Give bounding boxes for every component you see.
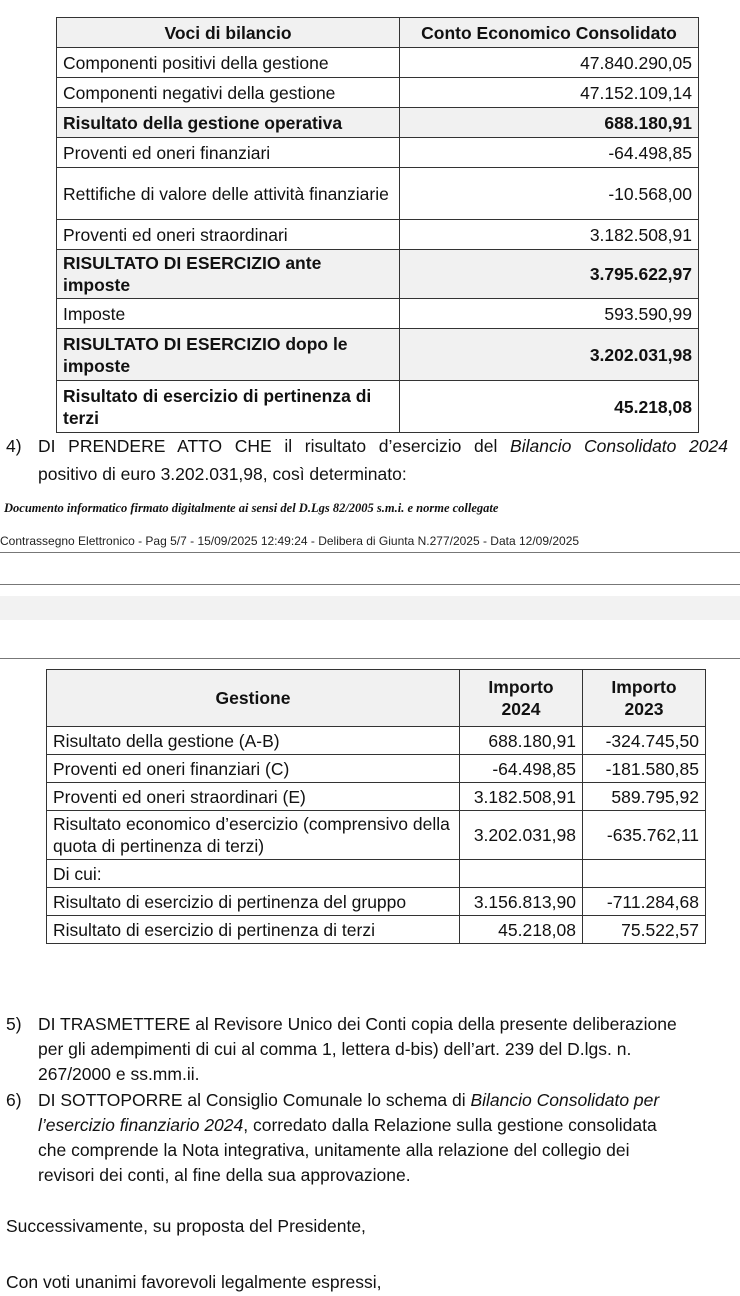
table-row: [47, 783, 706, 811]
digital-signature-note: Documento informatico firmato digitalmente ai sensi del D.Lgs 82/2005 s.m.i. e norme collegate: [4, 501, 499, 515]
header-importo-2024: Importo 2024: [460, 670, 583, 727]
page-divider: [0, 584, 740, 585]
row-label: Risultato di esercizio di pertinenza del gruppo: [47, 888, 460, 916]
row-label: Proventi ed oneri finanziari: [57, 138, 400, 168]
table-row: [57, 299, 699, 329]
row-label: Risultato della gestione (A-B): [47, 727, 460, 755]
item-4-italic: Bilancio Consolidato 2024: [510, 436, 728, 456]
row-label: Proventi ed oneri straordinari: [57, 220, 400, 250]
item-5-line: DI TRASMETTERE al Revisore Unico dei Conti copia della presente deliberazione: [38, 1014, 677, 1034]
table-row: [47, 811, 706, 860]
row-label: Di cui:: [47, 860, 460, 888]
item-6-italic-2: l’esercizio finanziario 2024: [38, 1115, 244, 1135]
closing-line-2: Con voti unanimi favorevoli legalmente espressi,: [6, 1272, 382, 1292]
header-gestione: Gestione: [47, 670, 460, 727]
row-label: Imposte: [57, 299, 400, 329]
item-5-line: 267/2000 e ss.mm.ii.: [38, 1064, 200, 1084]
row-value: -64.498,85: [400, 138, 699, 168]
row-value-2024: -64.498,85: [460, 755, 583, 783]
row-value-2023: 75.522,57: [583, 916, 706, 944]
item-5-number: 5): [6, 1014, 22, 1034]
table-header-row: [47, 670, 706, 727]
item-6-line: [38, 1113, 659, 1138]
page-gap: [0, 596, 740, 620]
item-6-text-a: DI SOTTOPORRE al Consiglio Comunale lo schema di: [38, 1090, 471, 1110]
row-label: Componenti positivi della gestione: [57, 48, 400, 78]
item-5-line: per gli adempimenti di cui al comma 1, lettera d-bis) dell’art. 239 del D.lgs. n.: [38, 1039, 632, 1059]
item-6-line: [38, 1088, 659, 1113]
table-row: [57, 48, 699, 78]
row-value: 3.202.031,98: [400, 329, 699, 381]
page-divider: [0, 658, 740, 659]
row-value-2023: 589.795,92: [583, 783, 706, 811]
row-value: 593.590,99: [400, 299, 699, 329]
gestione-table: [46, 669, 706, 944]
item-4-text-b: positivo di euro 3.202.031,98, così determinato:: [38, 464, 407, 484]
row-value-2024: [460, 860, 583, 888]
row-label: Risultato di esercizio di pertinenza di terzi: [57, 381, 400, 433]
item-5-text: [38, 1012, 677, 1087]
table-row: [57, 250, 699, 299]
header-conto: Conto Economico Consolidato: [400, 18, 699, 48]
row-value-2023: [583, 860, 706, 888]
table-body: [47, 727, 706, 944]
row-label: Proventi ed oneri straordinari (E): [47, 783, 460, 811]
header-voci: Voci di bilancio: [57, 18, 400, 48]
row-value: -10.568,00: [400, 168, 699, 220]
row-label: Risultato della gestione operativa: [57, 108, 400, 138]
row-value: 688.180,91: [400, 108, 699, 138]
row-label: Risultato di esercizio di pertinenza di terzi: [47, 916, 460, 944]
row-value: 45.218,08: [400, 381, 699, 433]
row-label: Risultato economico d’esercizio (comprensivo della quota di pertinenza di terzi): [47, 811, 460, 860]
row-label: RISULTATO DI ESERCIZIO dopo le imposte: [57, 329, 400, 381]
table-row: [57, 329, 699, 381]
row-value-2024: 45.218,08: [460, 916, 583, 944]
table-row: [47, 888, 706, 916]
row-value: 47.840.290,05: [400, 48, 699, 78]
row-value-2023: -711.284,68: [583, 888, 706, 916]
table-row: [47, 860, 706, 888]
row-value: 3.182.508,91: [400, 220, 699, 250]
row-label: Rettifiche di valore delle attività finanziarie: [57, 168, 400, 220]
table-row: [57, 78, 699, 108]
row-value-2024: 3.156.813,90: [460, 888, 583, 916]
table-row: [47, 916, 706, 944]
table-row: [57, 220, 699, 250]
row-value-2024: 3.182.508,91: [460, 783, 583, 811]
page-divider: [0, 552, 740, 553]
row-value-2023: -181.580,85: [583, 755, 706, 783]
row-label: Proventi ed oneri finanziari (C): [47, 755, 460, 783]
item-4-text-a: DI PRENDERE ATTO CHE il risultato d’esercizio del: [38, 436, 511, 456]
item-6-text-b: , corredato dalla Relazione sulla gestione consolidata: [243, 1115, 657, 1135]
conto-economico-table: [56, 17, 699, 433]
table-row: [47, 755, 706, 783]
table-row: [57, 168, 699, 220]
row-label: RISULTATO DI ESERCIZIO ante imposte: [57, 250, 400, 299]
contrassegno-elettronico: Contrassegno Elettronico - Pag 5/7 - 15/09/2025 12:49:24 - Delibera di Giunta N.277/2025 - Data 12/09/2025: [0, 534, 580, 548]
header-importo-2023: Importo 2023: [583, 670, 706, 727]
row-value: 47.152.109,14: [400, 78, 699, 108]
table-row: [57, 381, 699, 433]
item-6-number: 6): [6, 1090, 22, 1110]
row-value-2024: 3.202.031,98: [460, 811, 583, 860]
item-6-italic: Bilancio Consolidato per: [470, 1090, 660, 1110]
table-body: [57, 48, 699, 433]
item-6-text: [38, 1088, 659, 1188]
item-4-number: 4): [6, 436, 22, 456]
closing-line-1: Successivamente, su proposta del Presidente,: [6, 1216, 366, 1236]
table-row: [57, 108, 699, 138]
item-6-line: che comprende la Nota integrativa, unitamente alla relazione del collegio dei: [38, 1140, 630, 1160]
table-header-row: [57, 18, 699, 48]
row-value-2023: -635.762,11: [583, 811, 706, 860]
item-4-text: [38, 434, 728, 487]
row-label: Componenti negativi della gestione: [57, 78, 400, 108]
row-value-2024: 688.180,91: [460, 727, 583, 755]
table-row: [47, 727, 706, 755]
row-value: 3.795.622,97: [400, 250, 699, 299]
table-row: [57, 138, 699, 168]
row-value-2023: -324.745,50: [583, 727, 706, 755]
item-6-line: revisori dei conti, al fine della sua approvazione.: [38, 1165, 411, 1185]
